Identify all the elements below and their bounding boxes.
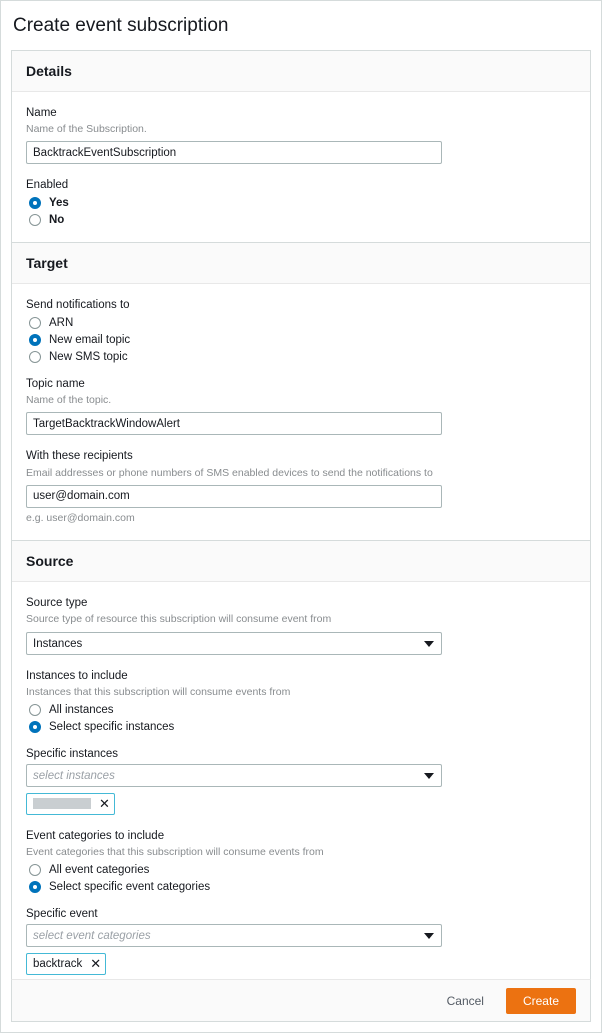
enabled-radio-group <box>26 197 576 226</box>
specific-event-token[interactable] <box>26 953 106 975</box>
radio-icon[interactable] <box>29 704 41 716</box>
specific-event-select-wrap <box>26 924 442 947</box>
event-categories-radio-group <box>26 864 576 893</box>
source-type-label: Source type <box>26 596 88 609</box>
close-icon[interactable]: ✕ <box>90 956 102 972</box>
event-categories-option-specific-label: Select specific event categories <box>49 881 211 894</box>
specific-instances-select[interactable]: select instances <box>26 764 442 787</box>
enabled-option-yes[interactable] <box>26 197 576 209</box>
source-heading: Source <box>26 552 74 569</box>
instances-option-all[interactable] <box>26 704 576 716</box>
details-heading: Details <box>26 62 72 79</box>
instances-option-specific-label: Select specific instances <box>49 721 175 734</box>
close-icon[interactable]: ✕ <box>99 796 110 812</box>
name-description: Name of the Subscription. <box>26 123 147 136</box>
radio-icon[interactable] <box>29 334 41 346</box>
event-categories-label: Event categories to include <box>26 829 165 842</box>
name-input[interactable] <box>26 141 442 164</box>
radio-icon[interactable] <box>29 197 41 209</box>
source-panel-header <box>12 541 590 582</box>
chevron-down-icon[interactable] <box>424 933 434 939</box>
cancel-button[interactable]: Cancel <box>441 990 490 1012</box>
event-categories-option-specific[interactable] <box>26 881 576 893</box>
recipients-hint: e.g. user@domain.com <box>26 511 135 524</box>
chevron-down-icon[interactable] <box>424 773 434 779</box>
source-type-select[interactable]: Instances <box>26 632 442 655</box>
send-notifications-to-field <box>26 298 576 363</box>
radio-icon[interactable] <box>29 864 41 876</box>
topic-name-input[interactable] <box>26 412 442 435</box>
instances-to-include-radio-group <box>26 704 576 733</box>
instances-option-all-label: All instances <box>49 704 114 717</box>
instances-to-include-label: Instances to include <box>26 669 128 682</box>
radio-icon[interactable] <box>29 881 41 893</box>
event-categories-to-include-field <box>26 829 576 894</box>
send-notifications-to-label: Send notifications to <box>26 299 130 311</box>
source-panel <box>11 540 591 991</box>
radio-icon[interactable] <box>29 721 41 733</box>
details-panel-body <box>12 92 590 242</box>
recipients-label: With these recipients <box>26 450 133 463</box>
specific-event-select[interactable]: select event categories <box>26 924 442 947</box>
event-categories-option-all[interactable] <box>26 864 576 876</box>
target-heading: Target <box>26 255 68 271</box>
form-footer <box>11 979 591 1022</box>
topic-name-description: Name of the topic. <box>26 394 112 407</box>
name-label: Name <box>26 106 57 119</box>
topic-name-field <box>26 377 576 436</box>
details-panel <box>11 50 591 242</box>
send-to-option-sms-label: New SMS topic <box>49 350 128 363</box>
target-panel-body <box>12 284 590 540</box>
radio-icon[interactable] <box>29 351 41 363</box>
send-to-option-sms[interactable] <box>26 351 576 363</box>
radio-icon[interactable] <box>29 317 41 329</box>
page-title: Create event subscription <box>13 15 229 36</box>
enabled-option-no[interactable] <box>26 214 576 226</box>
enabled-field <box>26 178 576 226</box>
specific-instances-token[interactable] <box>26 793 115 815</box>
event-categories-description: Event categories that this subscription will consume events from <box>26 846 324 859</box>
redacted-instance-label <box>33 798 91 809</box>
specific-event-token-label: backtrack <box>33 957 83 970</box>
specific-instances-label: Specific instances <box>26 748 119 761</box>
send-to-option-email[interactable] <box>26 334 576 346</box>
name-field <box>26 106 576 165</box>
event-categories-option-all-label: All event categories <box>49 864 150 877</box>
send-to-option-arn-label: ARN <box>49 316 74 329</box>
source-type-select-wrap <box>26 632 442 655</box>
instances-to-include-field <box>26 669 576 734</box>
target-panel-header <box>12 243 590 284</box>
enabled-label: Enabled <box>26 179 69 192</box>
recipients-description: Email addresses or phone numbers of SMS enabled devices to send the notifications to <box>26 466 433 479</box>
source-type-field <box>26 596 576 655</box>
topic-name-label: Topic name <box>26 377 85 390</box>
specific-instances-select-wrap <box>26 764 442 787</box>
details-panel-header <box>12 51 590 92</box>
enabled-option-no-label: No <box>49 214 65 226</box>
instances-to-include-description: Instances that this subscription will consume events from <box>26 686 291 699</box>
recipients-field <box>26 449 576 524</box>
specific-instances-field <box>26 747 576 815</box>
specific-event-label: Specific event <box>26 908 98 921</box>
source-panel-body <box>12 582 590 991</box>
create-button[interactable]: Create <box>506 988 576 1014</box>
recipients-input[interactable] <box>26 485 442 508</box>
specific-event-field <box>26 907 576 975</box>
source-type-description: Source type of resource this subscription will consume event from <box>26 613 332 626</box>
target-panel <box>11 242 591 540</box>
chevron-down-icon[interactable] <box>424 641 434 647</box>
enabled-option-yes-label: Yes <box>49 197 69 209</box>
send-to-option-email-label: New email topic <box>49 333 131 346</box>
send-notifications-to-radio-group <box>26 317 576 363</box>
send-to-option-arn[interactable] <box>26 317 576 329</box>
instances-option-specific[interactable] <box>26 721 576 733</box>
radio-icon[interactable] <box>29 214 41 226</box>
